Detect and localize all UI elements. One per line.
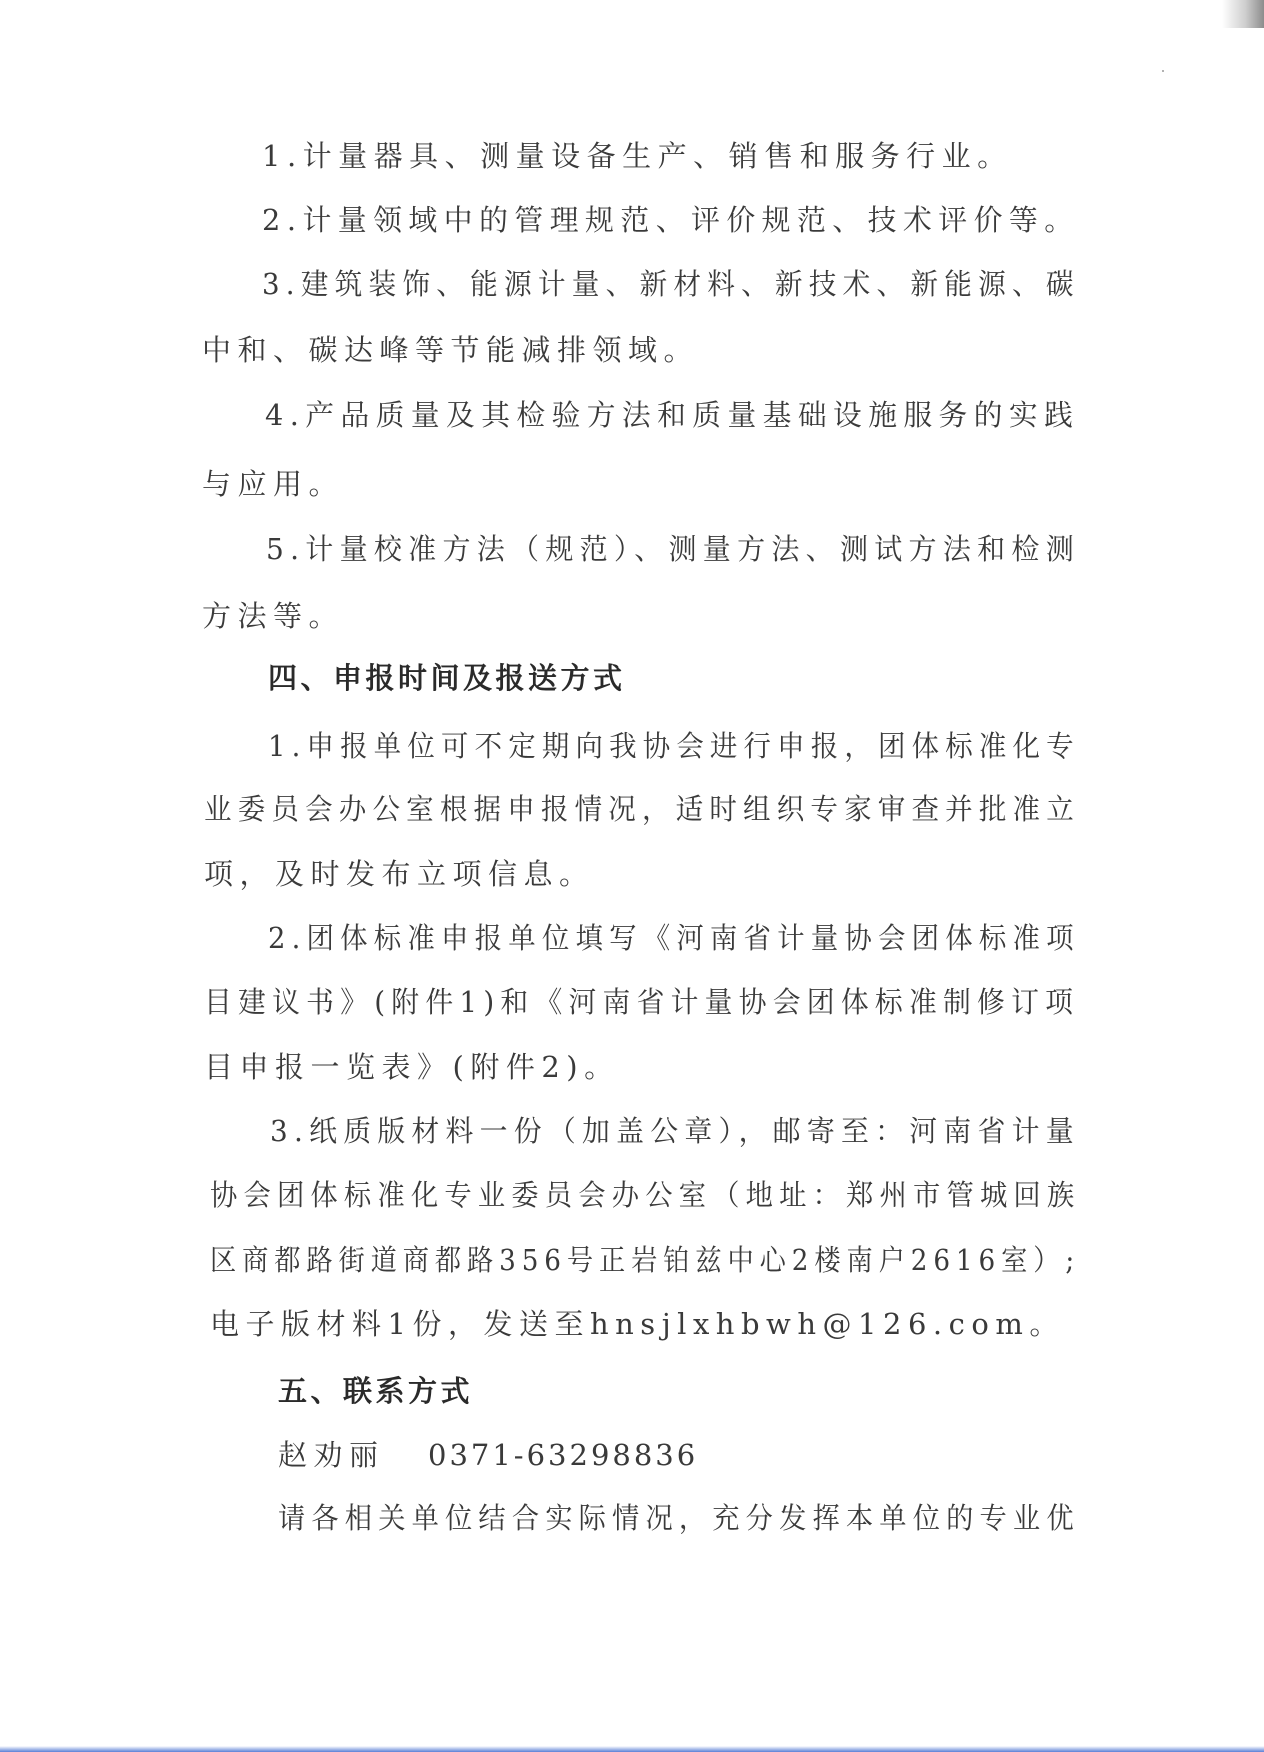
list-item: 5.计量校准方法（规范）、测量方法、测试方法和检测 — [266, 532, 1081, 566]
list-item: 4.产品质量及其检验方法和质量基础设施服务的实践 — [265, 398, 1080, 432]
list-item-continuation: 中和、碳达峰等节能减排领域。 — [202, 333, 700, 367]
paragraph-line: 项，及时发布立项信息。 — [204, 857, 595, 891]
paragraph-line: 2.团体标准申报单位填写《河南省计量协会团体标准项 — [268, 921, 1080, 955]
scan-corner-shadow — [1222, 0, 1264, 28]
paragraph-line: 业委员会办公室根据申报情况，适时组织专家审查并批准立 — [204, 792, 1080, 826]
address-line: 区商都路街道商都路356号正岩铂兹中心2楼南户2616室）; — [210, 1243, 1081, 1277]
list-item: 3.建筑装饰、能源计量、新材料、新技术、新能源、碳 — [262, 267, 1080, 301]
paragraph-line: 目建议书》(附件1)和《河南省计量协会团体标准制修订项 — [204, 985, 1080, 1019]
closing-paragraph-line: 请各相关单位结合实际情况，充分发挥本单位的专业优 — [278, 1501, 1080, 1535]
scan-speck — [1162, 70, 1164, 72]
paragraph-line: 3.纸质版材料一份（加盖公章），邮寄至：河南省计量 — [270, 1114, 1080, 1148]
contact-name: 赵劝丽 — [278, 1438, 385, 1472]
contact-phone: 0371-63298836 — [428, 1438, 699, 1472]
list-item: 2.计量领域中的管理规范、评价规范、技术评价等。 — [262, 203, 1080, 237]
list-item-continuation: 与应用。 — [202, 467, 345, 501]
email-line: 电子版材料1份，发送至hnsjlxhbwh@126.com。 — [210, 1307, 1065, 1341]
paragraph-line: 协会团体标准化专业委员会办公室（地址：郑州市管城回族 — [210, 1178, 1081, 1212]
paragraph-line: 目申报一览表》(附件2)。 — [204, 1050, 620, 1084]
list-item: 1.计量器具、测量设备生产、销售和服务行业。 — [262, 139, 1013, 173]
paragraph-line: 1.申报单位可不定期向我协会进行申报，团体标准化专 — [268, 729, 1080, 763]
list-item-continuation: 方法等。 — [202, 599, 345, 633]
section-heading-submission: 四、申报时间及报送方式 — [268, 661, 626, 695]
section-heading-contact: 五、联系方式 — [278, 1374, 474, 1408]
scan-bottom-edge — [0, 1746, 1264, 1752]
